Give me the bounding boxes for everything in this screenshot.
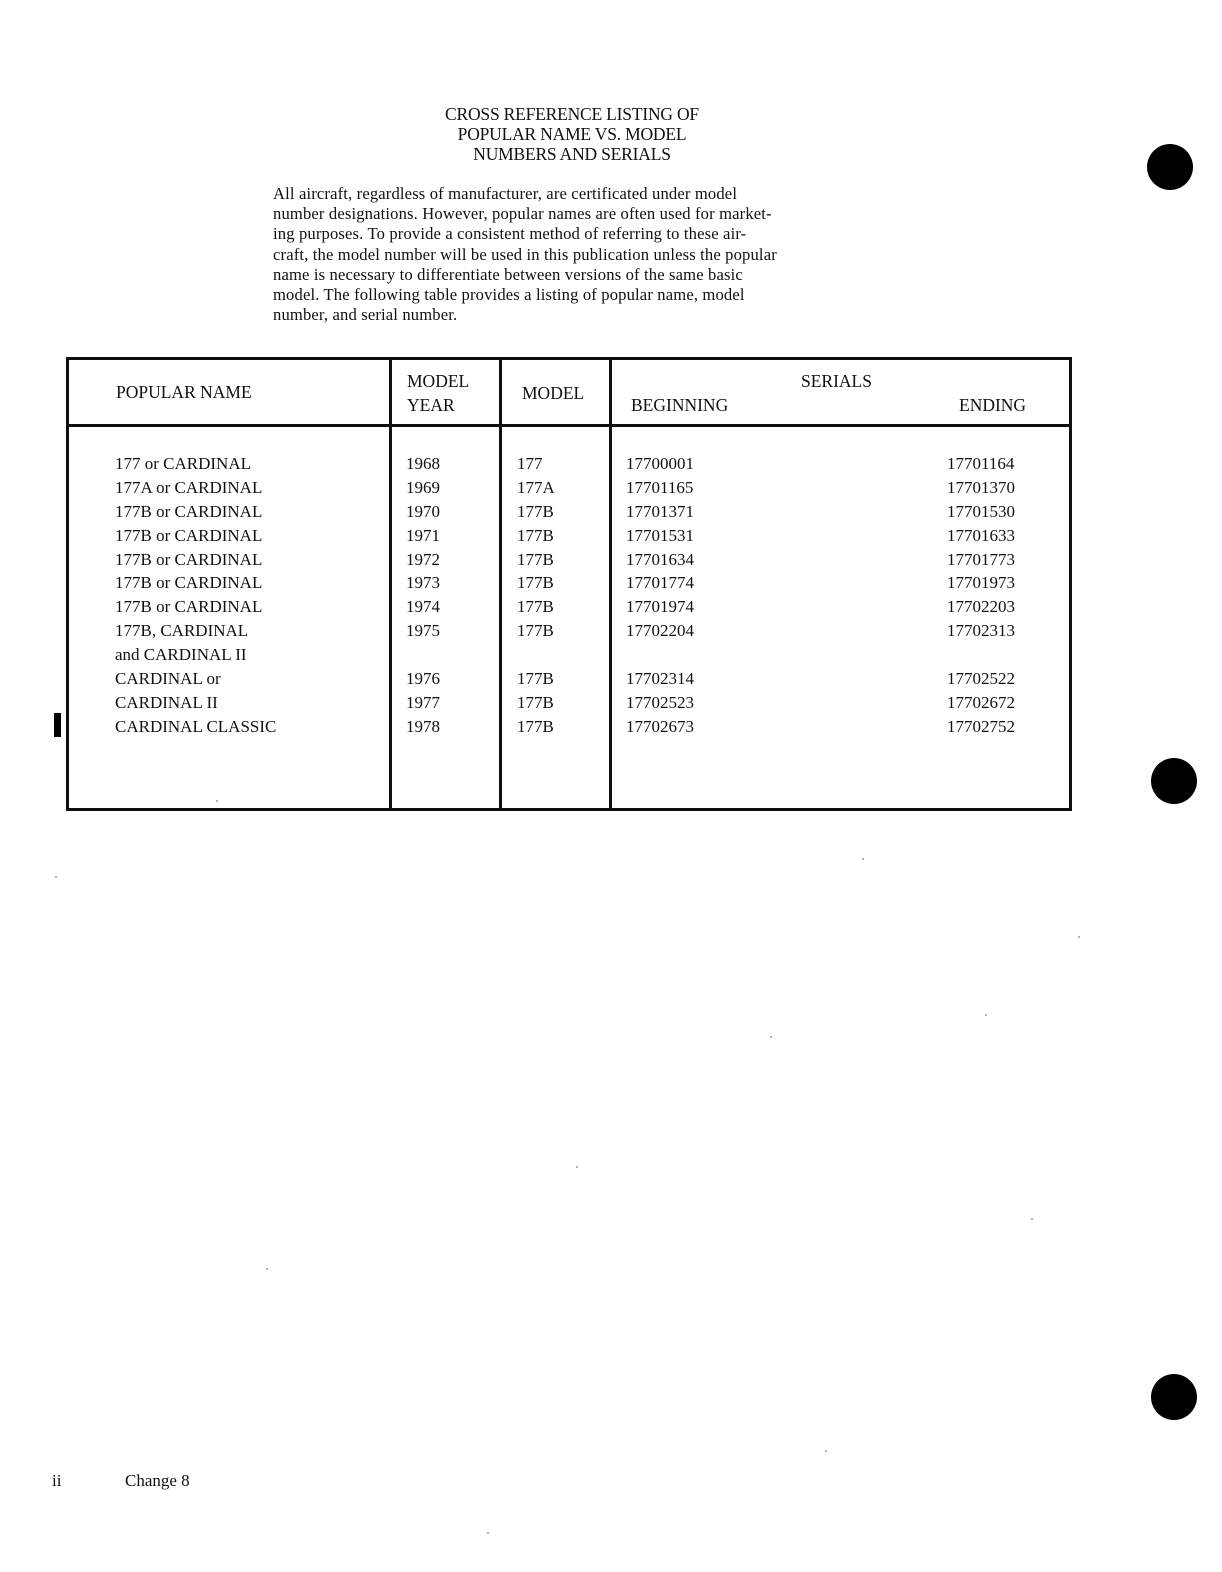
cell-model: 177 — [517, 454, 543, 473]
table-row — [69, 500, 1069, 524]
title-line-2: POPULAR NAME VS. MODEL — [457, 124, 687, 144]
document-title — [372, 104, 772, 164]
change-label: Change 8 — [125, 1471, 190, 1490]
cell-model: 177B — [517, 597, 554, 617]
cell-model-year: 1975 — [406, 621, 440, 641]
cell-serial-ending: 17701530 — [947, 501, 1015, 521]
header-model-year-bottom: YEAR — [407, 395, 455, 415]
cell-model: 177B — [517, 573, 554, 593]
scan-speck — [576, 1166, 578, 1168]
cell-popular-name: 177A or CARDINAL — [115, 477, 263, 497]
cell-model-year: 1976 — [406, 669, 440, 689]
cell-model-year: 1968 — [406, 454, 440, 473]
table-row — [69, 452, 1069, 476]
title-line-1: CROSS REFERENCE LISTING OF — [445, 104, 699, 124]
cell-model-year: 1974 — [406, 597, 440, 617]
table-row — [69, 667, 1069, 691]
cell-serial-beginning: 17702673 — [626, 716, 694, 736]
cell-model: 177B — [517, 716, 554, 736]
cell-serial-beginning: 17701774 — [626, 573, 694, 593]
intro-line: name is necessary to differentiate between versions of the same basic — [273, 264, 743, 284]
table-row — [69, 715, 1069, 739]
cell-serial-ending: 17702313 — [947, 621, 1015, 641]
scan-speck — [216, 800, 218, 802]
header-divider — [69, 424, 1069, 427]
intro-paragraph — [273, 184, 898, 325]
cell-popular-name: 177B or CARDINAL — [115, 573, 263, 593]
intro-line: ing purposes. To provide a consistent method of referring to these air- — [273, 224, 747, 244]
header-serials: SERIALS — [801, 371, 872, 391]
binder-hole-icon — [1151, 758, 1197, 804]
cell-model: 177A — [517, 477, 555, 497]
cell-popular-name: 177B or CARDINAL — [115, 549, 263, 569]
cell-serial-beginning: 17702204 — [626, 621, 694, 641]
title-line-3: NUMBERS AND SERIALS — [473, 144, 671, 164]
cell-serial-ending: 17701633 — [947, 525, 1015, 545]
cell-model-year: 1973 — [406, 573, 440, 593]
cell-model: 177B — [517, 669, 554, 689]
cell-serial-beginning: 17701634 — [626, 549, 694, 569]
intro-line: model. The following table provides a listing of popular name, model — [273, 285, 745, 305]
scan-speck — [825, 1450, 827, 1452]
header-popular-name: POPULAR NAME — [116, 382, 252, 402]
cell-serial-ending: 17702752 — [947, 716, 1015, 736]
cell-serial-ending: 17702672 — [947, 692, 1015, 712]
cell-popular-name: CARDINAL or — [115, 669, 221, 689]
cell-serial-beginning: 17701371 — [626, 501, 694, 521]
table-row — [69, 548, 1069, 572]
scan-speck — [1031, 1218, 1033, 1220]
intro-line: number, and serial number. — [273, 305, 458, 325]
cell-serial-ending: 17701773 — [947, 549, 1015, 569]
change-bar — [54, 713, 61, 737]
binder-hole-icon — [1147, 144, 1193, 190]
intro-line: craft, the model number will be used in this publication unless the popular — [273, 244, 777, 264]
cell-model: 177B — [517, 549, 554, 569]
cell-model: 177B — [517, 501, 554, 521]
cell-serial-ending: 17701164 — [947, 454, 1015, 473]
header-model: MODEL — [522, 383, 585, 403]
table-row — [69, 595, 1069, 619]
scan-speck — [770, 1036, 772, 1038]
cell-serial-ending: 17701973 — [947, 573, 1015, 593]
binder-hole-icon — [1151, 1374, 1197, 1420]
cell-model-year: 1972 — [406, 549, 440, 569]
cell-popular-name: 177B or CARDINAL — [115, 525, 263, 545]
cell-model: 177B — [517, 692, 554, 712]
header-beginning: BEGINNING — [631, 395, 729, 415]
scan-speck — [487, 1532, 489, 1534]
scan-speck — [266, 1268, 268, 1270]
cell-serial-beginning: 17701165 — [626, 477, 694, 497]
table-row — [69, 691, 1069, 715]
cell-model: 177B — [517, 525, 554, 545]
table-row — [69, 571, 1069, 595]
intro-line: number designations. However, popular names are often used for market- — [273, 204, 772, 224]
table-body — [69, 452, 1069, 739]
table-row — [69, 619, 1069, 643]
table-row — [69, 476, 1069, 500]
cell-popular-name: 177B or CARDINAL — [115, 501, 263, 521]
cell-model: 177B — [517, 621, 554, 641]
cell-popular-name: CARDINAL II — [115, 692, 218, 712]
cell-popular-name: 177 or CARDINAL — [115, 454, 251, 473]
cell-model-year: 1969 — [406, 477, 440, 497]
cell-serial-beginning: 17701531 — [626, 525, 694, 545]
scan-speck — [1078, 936, 1080, 938]
cell-serial-beginning: 17701974 — [626, 597, 694, 617]
header-ending: ENDING — [959, 395, 1027, 415]
page-number: ii — [52, 1471, 62, 1490]
cell-popular-name: CARDINAL CLASSIC — [115, 716, 277, 736]
cell-serial-beginning: 17702314 — [626, 669, 694, 689]
cell-serial-ending: 17702522 — [947, 669, 1015, 689]
cell-serial-ending: 17702203 — [947, 597, 1015, 617]
intro-line: All aircraft, regardless of manufacturer, are certificated under model — [273, 184, 738, 203]
table-row — [69, 643, 1069, 667]
cell-model-year: 1977 — [406, 692, 440, 712]
cell-model-year: 1978 — [406, 716, 440, 736]
table-row — [69, 524, 1069, 548]
cell-popular-name: and CARDINAL II — [115, 645, 247, 665]
cell-serial-ending: 17701370 — [947, 477, 1015, 497]
header-model-year-top: MODEL — [407, 371, 470, 391]
scan-speck — [55, 876, 57, 878]
cell-popular-name: 177B, CARDINAL — [115, 621, 249, 641]
cell-model-year: 1971 — [406, 525, 440, 545]
cell-popular-name: 177B or CARDINAL — [115, 597, 263, 617]
cell-serial-beginning: 17702523 — [626, 692, 694, 712]
cell-model-year: 1970 — [406, 501, 440, 521]
cross-reference-table — [66, 357, 1072, 811]
scan-speck — [862, 858, 864, 860]
cell-serial-beginning: 17700001 — [626, 454, 694, 473]
scan-speck — [985, 1014, 987, 1016]
